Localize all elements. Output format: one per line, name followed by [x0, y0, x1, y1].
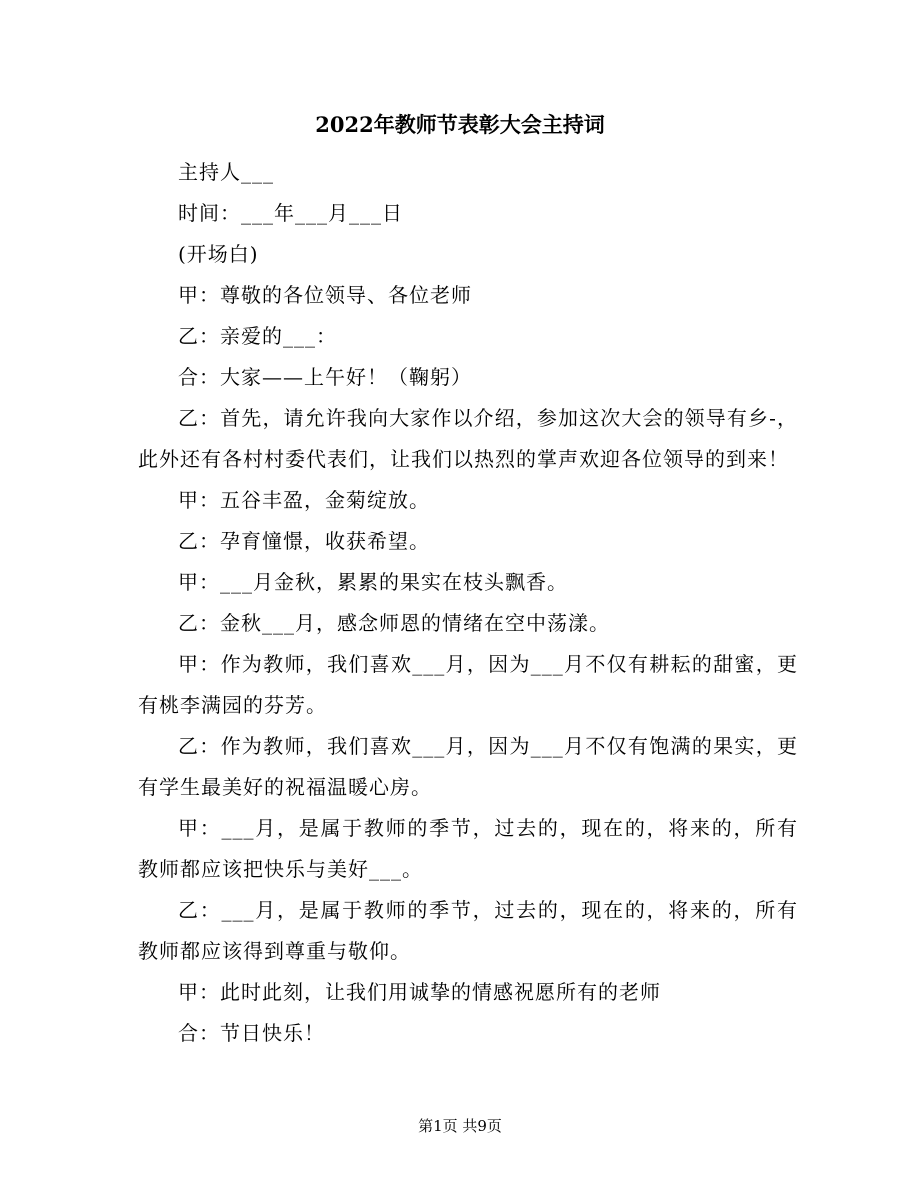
paragraph-line: 合：大家——上午好！（鞠躬） [178, 365, 472, 389]
page-number: 第1页 共9页 [418, 1117, 502, 1135]
paragraph-time: 时间：___年___月___日 [178, 201, 403, 225]
paragraph-line: 乙：孕育憧憬，收获希望。 [178, 529, 430, 553]
paragraph-line: 乙：金秋___月，感念师恩的情绪在空中荡漾。 [178, 611, 610, 635]
paragraph-line: 乙：亲爱的___： [178, 324, 337, 348]
paragraph-opening: (开场白) [178, 242, 259, 266]
paragraph-line: 乙：首先，请允许我向大家作以介绍，参加这次大会的领导有乡-，此外还有各村村委代表们，让我们以热烈的掌声欢迎各位领导的到来！ [138, 406, 798, 471]
paragraph-line: 甲：尊敬的各位领导、各位老师 [178, 283, 472, 307]
paragraph-host: 主持人___ [178, 160, 274, 184]
paragraph-line: 乙：作为教师，我们喜欢___月，因为___月不仅有饱满的果实，更有学生最美好的祝福温暖心房。 [138, 734, 798, 799]
paragraph-line: 甲：___月金秋，累累的果实在枝头飘香。 [178, 570, 568, 594]
paragraph-line: 甲：五谷丰盈，金菊绽放。 [178, 488, 430, 512]
paragraph-line: 合：节日快乐！ [178, 1021, 325, 1045]
document-body [138, 152, 798, 1054]
paragraph-line: 乙：___月，是属于教师的季节，过去的，现在的，将来的，所有教师都应该得到尊重与敬仰。 [138, 898, 798, 963]
paragraph-line: 甲：此时此刻，让我们用诚挚的情感祝愿所有的老师 [178, 980, 661, 1004]
paragraph-line: 甲：作为教师，我们喜欢___月，因为___月不仅有耕耘的甜蜜，更有桃李满园的芬芳。 [138, 652, 798, 717]
document-title: 2022年教师节表彰大会主持词 [315, 112, 605, 137]
paragraph-line: 甲：___月，是属于教师的季节，过去的，现在的，将来的，所有教师都应该把快乐与美好___。 [138, 816, 798, 881]
